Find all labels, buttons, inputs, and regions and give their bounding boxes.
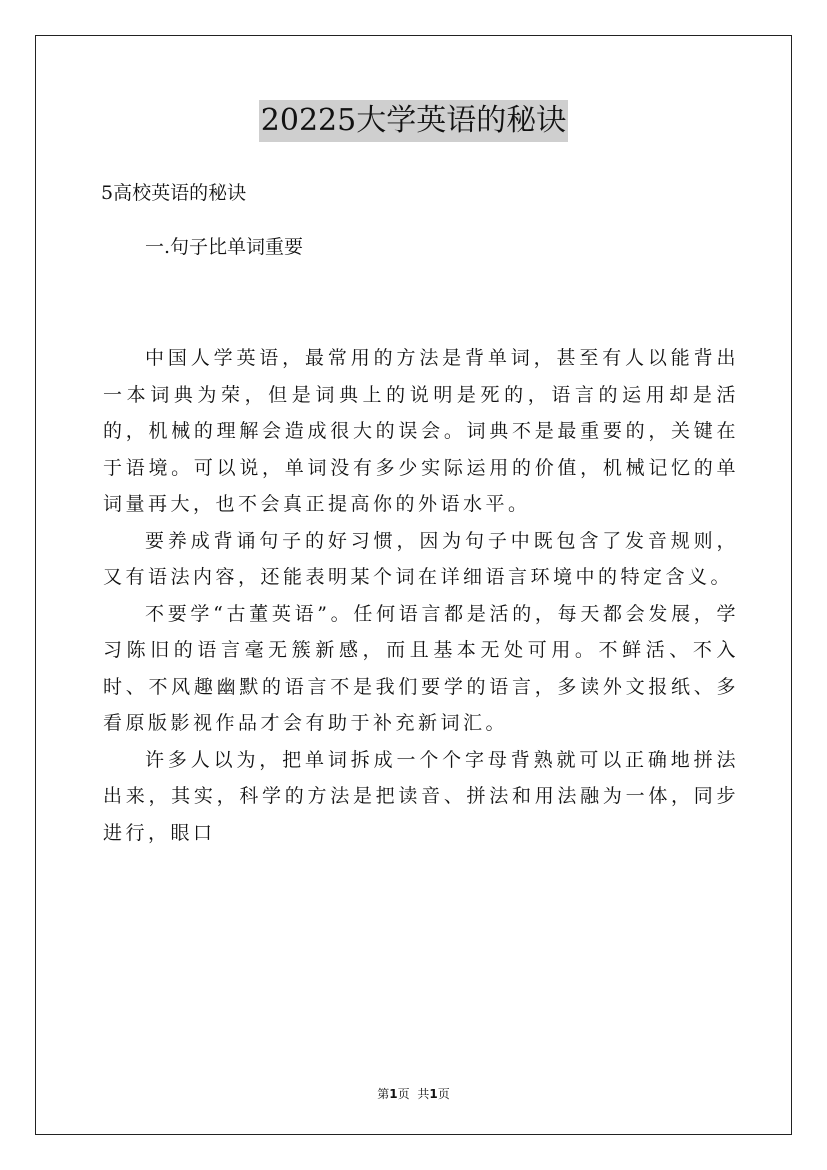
section-heading: 一.句子比单词重要 bbox=[145, 236, 304, 258]
page-number: 1 bbox=[389, 1087, 398, 1101]
page-suffix: 页 bbox=[397, 1087, 410, 1101]
page-prefix: 第 bbox=[377, 1087, 390, 1101]
title-wrap bbox=[0, 100, 827, 142]
page-footer bbox=[0, 1085, 827, 1102]
document-subtitle: 5高校英语的秘诀 bbox=[101, 182, 247, 204]
total-prefix: 共 bbox=[417, 1087, 430, 1101]
paragraph: 中国人学英语，最常用的方法是背单词，甚至有人以能背出一本词典为荣，但是词典上的说明是死的，语言的运用却是活的，机械的理解会造成很大的误会。词典不是最重要的，关键在于语境。可以说，单词没有多少实际运用的价值，机械记忆的单词量再大，也不会真正提高你的外语水平。 bbox=[103, 347, 739, 515]
total-pages: 1 bbox=[429, 1087, 438, 1101]
document-title: 20225大学英语的秘诀 bbox=[259, 100, 568, 142]
paragraph: 要养成背诵句子的好习惯，因为句子中既包含了发音规则，又有语法内容，还能表明某个词在详细语言环境中的特定含义。 bbox=[103, 529, 739, 588]
body-text bbox=[103, 340, 739, 851]
total-suffix: 页 bbox=[437, 1087, 450, 1101]
paragraph: 不要学“古董英语”。任何语言都是活的，每天都会发展，学习陈旧的语言毫无簇新感，而且基本无处可用。不鲜活、不入时、不风趣幽默的语言不是我们要学的语言，多读外文报纸、多看原版影视作品才会有助于补充新词汇。 bbox=[103, 602, 739, 734]
paragraph: 许多人以为，把单词拆成一个个字母背熟就可以正确地拼法出来，其实，科学的方法是把读音、拼法和用法融为一体，同步进行，眼口 bbox=[103, 748, 739, 844]
